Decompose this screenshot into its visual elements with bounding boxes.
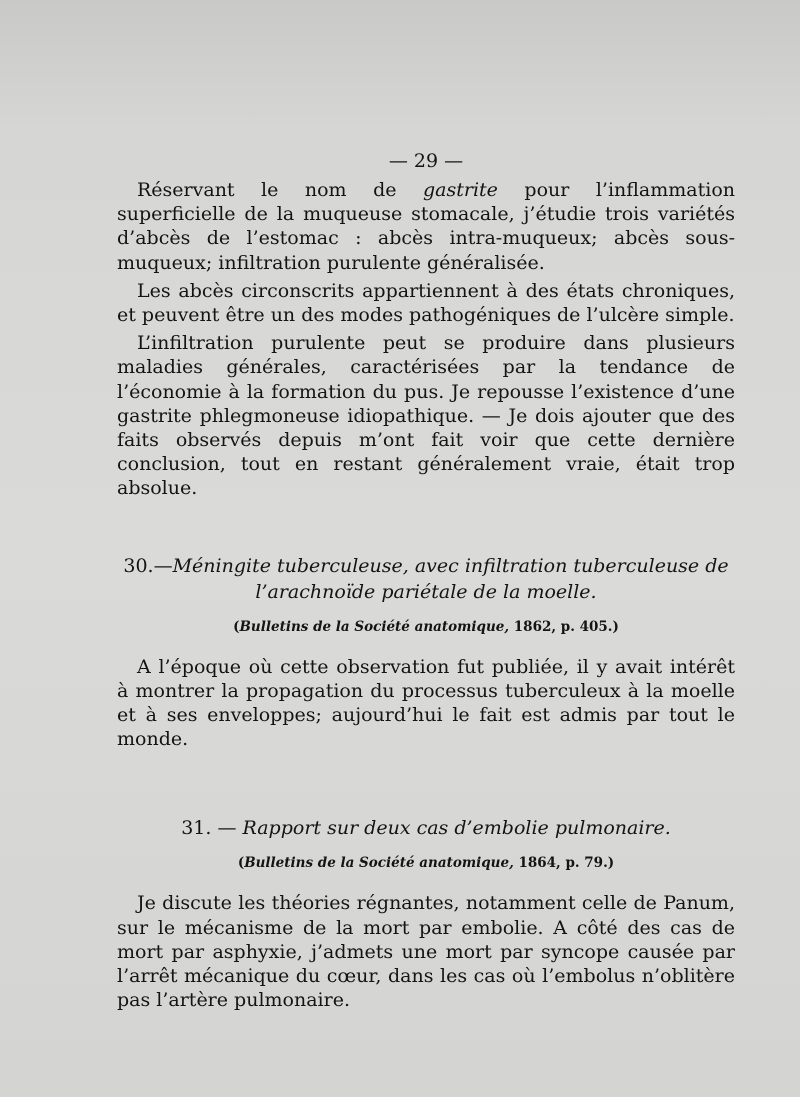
section-30-title-line2: l’arachnoïde pariétale de la moelle. <box>255 580 597 603</box>
page-content <box>117 150 735 1012</box>
citation-details: 1862, p. 405.) <box>509 618 619 635</box>
intro-p1-after: pour l’inflammation superficielle de la muqueuse stomacale, j’étudie trois variétés d’abcès de l’estomac : abcès intra-muqueux; abcès sous-muqueux; infiltration purulente généralisée. <box>117 179 736 274</box>
section-30-text: A l’époque où cette observation fut publiée, il y avait intérêt à montrer la propagation du processus tuberculeux à la moelle et à ses enveloppes; aujourd’hui le fait est admis par tout le monde. <box>117 655 735 751</box>
intro-paragraph-1 <box>117 178 735 275</box>
intro-p1-term: gastrite <box>422 179 498 201</box>
section-30-number: 30.— <box>123 554 173 577</box>
intro-paragraph-3: L’infiltration purulente peut se produire dans plusieurs maladies générales, caractérisées par la tendance de l’économie à la formation du pus. Je repousse l’existence d’une gastrite phlegmoneuse idiopathique. — Je dois ajouter que des faits observés depuis m’ont fait voir que cette dernière conclusion, tout en restant généralement vraie, était trop absolue. <box>117 332 735 500</box>
section-30-citation <box>117 619 735 635</box>
section-31-number: 31. — <box>181 817 243 840</box>
intro-paragraph-2: Les abcès circonscrits appartiennent à des états chroniques, et peuvent être un des modes pathogéniques de l’ulcère simple. <box>117 279 735 327</box>
section-31-title <box>117 815 735 841</box>
section-31-citation <box>117 855 735 871</box>
section-31-text: Je discute les théories régnantes, notamment celle de Panum, sur le mécanisme de la mort par embolie. A côté des cas de mort par asphyxie, j’admets une mort par syncope causée par l’arrêt mécanique du cœur, dans les cas où l’embolus n’oblitère pas l’artère pulmonaire. <box>117 892 735 1012</box>
citation-details: 1864, p. 79.) <box>513 855 615 872</box>
section-31-title-text: Rapport sur deux cas d’embolie pulmonaire. <box>242 817 671 840</box>
page-number: — 29 — <box>388 150 464 172</box>
intro-p1-before: Réservant le nom de <box>137 179 423 201</box>
citation-open: ( <box>233 618 240 635</box>
citation-journal: Bulletins de la Société anatomique, <box>239 618 510 635</box>
citation-journal: Bulletins de la Société anatomique, <box>244 855 514 872</box>
section-30-title-line1: Méningite tuberculeuse, avec infiltration tuberculeuse de <box>172 554 729 577</box>
section-30-title <box>117 553 735 605</box>
citation-open: ( <box>237 855 245 872</box>
